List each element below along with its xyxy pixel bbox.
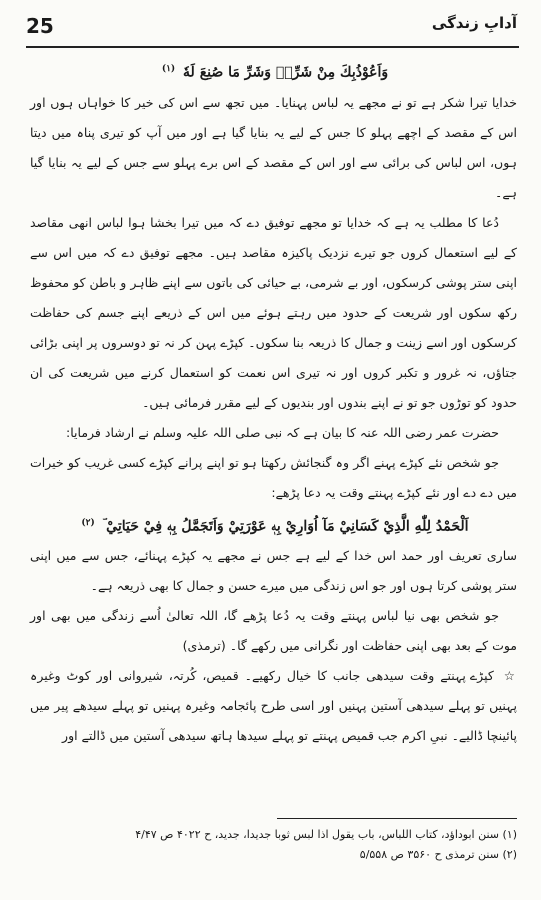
- footnote-ref-2: (۲): [81, 517, 95, 528]
- footnote-2: [30, 845, 517, 865]
- etiquette-text: کپڑے پہنتے وقت سیدھی جانب کا خیال رکھیے۔ قمیص، کُرتہ، شیروانی اور کوٹ وغیرہ پہنیں تو پہلے سیدھی آستین پہنیں اور اسی طرح پائجامہ وغیرہ پہنیں تو پہلے سیدھے پیر میں پائینچا ڈالیے۔ نبیِ اکرم جب قمیص پہنتے تو پہلے سیدھا ہاتھ سیدھی آستین میں ڈالتے اور: [30, 668, 517, 744]
- arabic-dua-1: [30, 54, 517, 88]
- arabic-dua-2-text: اَلْحَمْدُ لِلّٰهِ الَّذِيْ كَسَانِيْ مَآ اُوَارِيْ بِهٖ عَوْرَتِيْ وَاَتَجَمَّلُ بِهٖ فِيْ حَيَاتِيْ ؔ: [102, 518, 469, 535]
- dua-virtue-paragraph: [30, 601, 517, 661]
- hadith-text: جو شخص نئے کپڑے پہنے اگر وہ گنجائش رکھتا ہو تو اپنے پرانے کپڑے کسی غریب کو خیرات میں دے دے اور نئے کپڑے پہنتے وقت یہ دعا پڑھے:: [30, 454, 517, 500]
- star-bullet-icon: ☆: [503, 668, 518, 684]
- book-title: آدابِ زندگی: [431, 14, 517, 32]
- footnote-2-text: سنن ترمذی ح ۳۵۶۰ ص ۵/۵۵۸: [359, 848, 499, 861]
- running-header: [26, 10, 519, 48]
- page-number: 25: [26, 14, 54, 38]
- page-body: [30, 54, 517, 751]
- footnotes: [30, 818, 517, 865]
- dua-translation: ساری تعریف اور حمد اس خدا کے لیے ہے جس نے مجھے یہ کپڑے پہنائے، جس سے میں اپنی ستر پوشی کرتا ہوں اور جو اس زندگی میں میرے حسن و جمال کا بھی ذریعہ ہے۔: [30, 548, 517, 594]
- explanation-paragraph: دُعا کا مطلب یہ ہے کہ خدایا تو مجھے توفیق دے کہ میں تیرا بخشا ہوا لباس انھی مقاصد کے لیے استعمال کروں جو تیرے نزدیک پاکیزہ مقاصد ہیں۔ مجھے توفیق دے کہ میں اس سے اپنی ستر پوشی کرسکوں، اور بے شرمی، بے حیائی کی باتوں سے اپنے ظاہر و باطن کو محفوظ رکھ سکوں اور شریعت کے حدود میں رہتے ہوئے میں اس کے ذریعے اپنے جسم کی حفاظت کرسکوں اور اسے زینت و جمال کا ذریعہ بنا سکوں۔ کپڑے پہن کر نہ تو دوسروں پر اپنی بڑائی جتاؤں، نہ غرور و تکبر کروں اور نہ تیری اس نعمت کو استعمال کرنے میں شریعت کی ان حدود کو توڑوں جو تو نے اپنے بندوں اور بندیوں کے لیے مقرر فرمائی ہیں۔: [30, 214, 517, 410]
- footnote-1-number: (۱): [502, 828, 517, 841]
- arabic-dua-1-text: وَاَعُوْذُبِكَ مِنْ شَرِّهٖ وَشَرِّ مَا صُنِعَ لَهٗ: [183, 64, 389, 81]
- arabic-dua-2: [30, 508, 517, 542]
- etiquette-paragraph: [30, 661, 517, 751]
- footnote-ref-1: (۱): [161, 64, 176, 74]
- footnote-2-number: (۲): [502, 848, 517, 861]
- footnote-divider: [277, 818, 517, 819]
- translation-paragraph: خدایا تیرا شکر ہے تو نے مجھے یہ لباس پہنایا۔ میں تجھ سے اس کی خیر کا خواہاں ہوں اور اس کے مقصد کے اچھے پہلو کا جس کے لیے یہ بنایا گیا ہے اور میں آپ کو تیری پناہ میں دیتا ہوں، اس لباس کی برائی سے اور اس کے مقصد کے اس برے پہلو سے جس کے لیے یہ بنایا گیا ہے۔: [30, 94, 517, 200]
- hadith-intro: حضرت عمر رضی اللہ عنہ کا بیان ہے کہ نبی صلی اللہ علیہ وسلم نے ارشاد فرمایا:: [66, 424, 499, 440]
- dua-virtue-text: جو شخص بھی نیا لباس پہنتے وقت یہ دُعا پڑھے گا، اللہ تعالیٰ اُسے زندگی میں بھی اور موت کے بعد بھی اپنی حفاظت اور نگرانی میں رکھے گا۔: [30, 608, 517, 654]
- footnote-1: [30, 825, 517, 845]
- footnote-1-text: سنن ابوداؤد، کتاب اللباس، باب یقول اذا لبس ثوبا جدیدا، جدید، ح ۴۰۲۲ ص ۴/۴۷: [135, 828, 499, 841]
- source-citation: (ترمذی): [182, 638, 226, 654]
